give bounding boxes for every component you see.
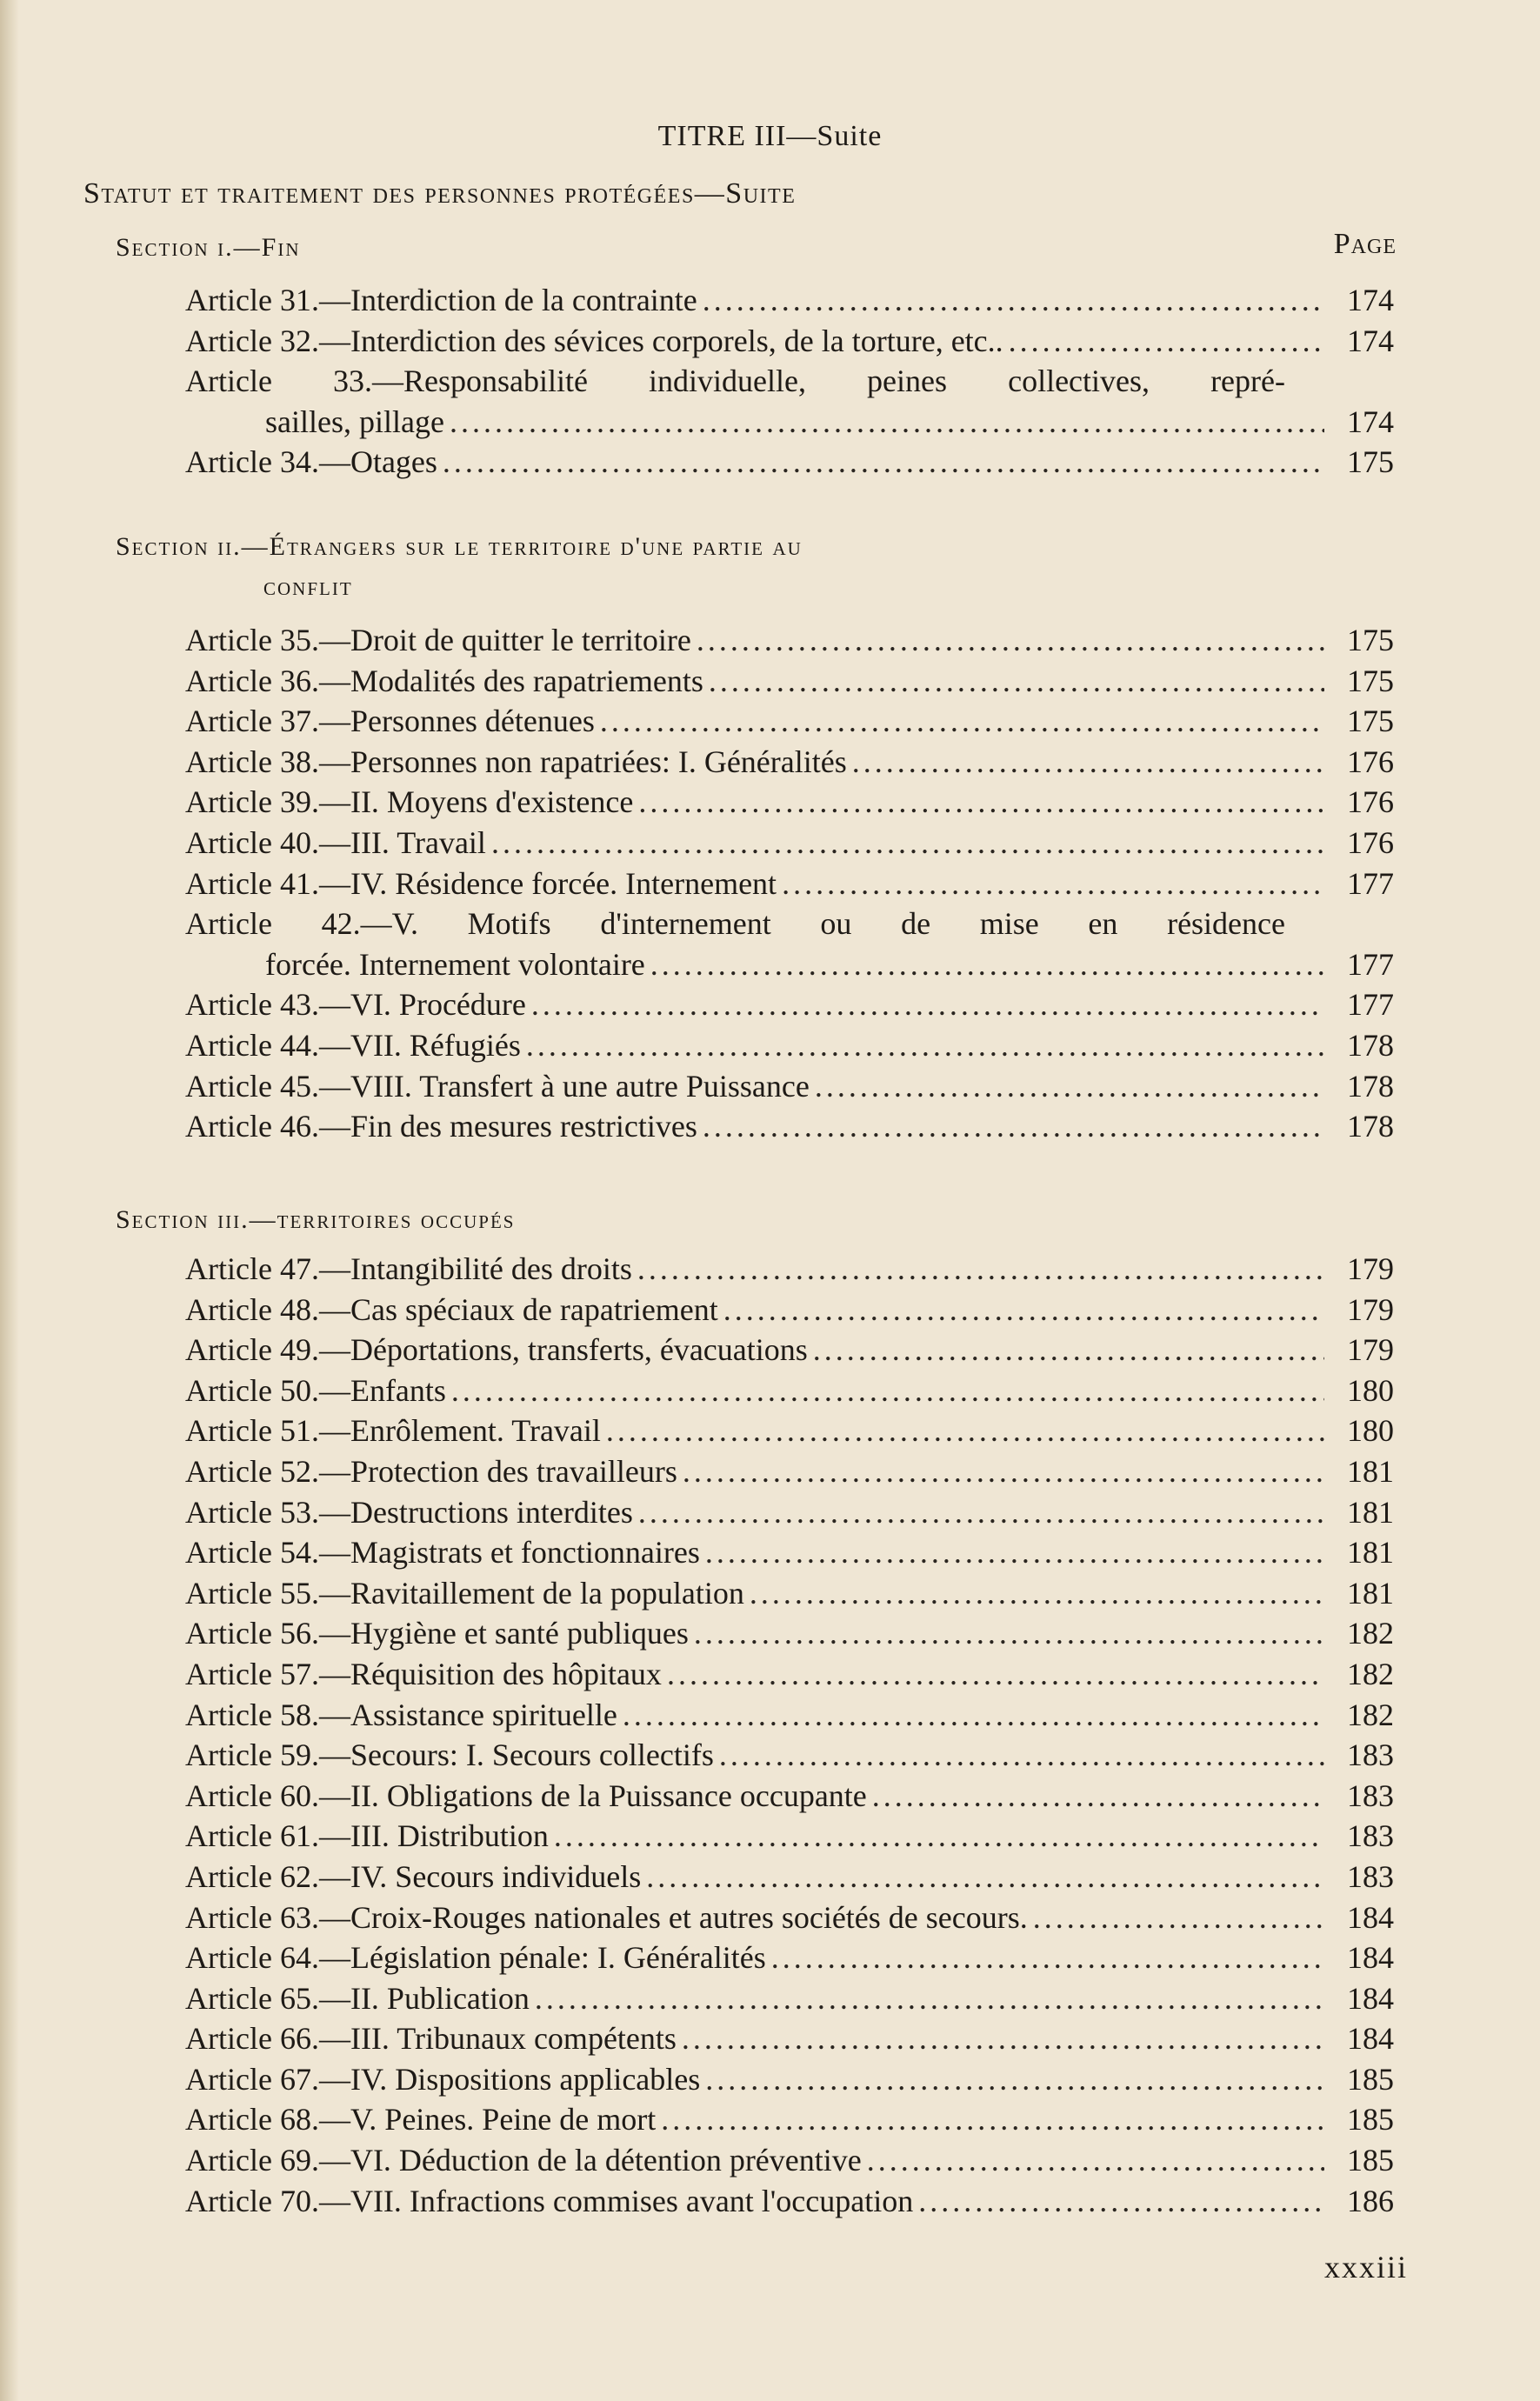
toc-entry	[185, 1735, 1394, 1776]
page-column-label: Page	[1333, 228, 1397, 260]
toc-entry	[185, 1695, 1394, 1736]
dot-leader	[549, 1816, 1324, 1857]
dot-leader	[913, 2181, 1324, 2222]
toc-entry	[185, 1066, 1394, 1107]
titre-heading: TITRE III—Suite	[657, 120, 883, 152]
toc-entry-page: 180	[1347, 1372, 1394, 1408]
dot-leader	[718, 1290, 1324, 1331]
toc-entry-label-continuation: sailles, pillage	[265, 404, 444, 439]
dot-leader	[677, 2018, 1324, 2059]
toc-entry	[185, 442, 1394, 483]
toc-entry-page: 175	[1347, 704, 1394, 739]
toc-entry	[185, 1937, 1394, 1978]
dot-leader	[444, 402, 1324, 443]
toc-entry-page: 182	[1347, 1616, 1394, 1651]
toc-entry	[185, 620, 1394, 661]
toc-entry	[185, 782, 1394, 823]
toc-entry	[185, 1106, 1394, 1147]
section-3-heading: Section iii.—territoires occupés	[116, 1205, 516, 1234]
toc-entry-page: 175	[1347, 444, 1394, 480]
toc-entry-label: Article 31.—Interdiction de la contrainte	[185, 283, 697, 317]
toc-entry-page: 184	[1347, 2021, 1394, 2057]
section-1-heading: Section i.—Fin	[116, 233, 301, 262]
dot-leader	[633, 1492, 1324, 1533]
toc-entry-page: 180	[1347, 1413, 1394, 1449]
dot-leader	[595, 701, 1324, 742]
toc-entry-label: Article 44.—VII. Réfugiés	[185, 1027, 521, 1063]
toc-entry-label: Article 34.—Otages	[185, 444, 437, 480]
toc-entry-label: Article 42.—V. Motifs d'internement ou de mise en résidence	[185, 906, 1285, 942]
toc-entry	[185, 2059, 1394, 2100]
toc-entry	[185, 2099, 1394, 2140]
toc-entry-label: Article 37.—Personnes détenues	[185, 704, 595, 739]
statut-heading: Statut et traitement des personnes protégées—Suite	[83, 177, 797, 210]
toc-entry-label: Article 32.—Interdiction des sévices corporels, de la torture, etc..	[185, 323, 1003, 358]
toc-entry	[185, 1451, 1394, 1492]
toc-entry-page: 185	[1347, 2061, 1394, 2097]
toc-entry	[185, 1978, 1394, 2019]
toc-entry-label: Article 47.—Intangibilité des droits	[185, 1251, 632, 1286]
toc-entry	[185, 984, 1394, 1025]
toc-entry-page: 177	[1347, 946, 1394, 982]
toc-entry-label: Article 68.—V. Peines. Peine de mort	[185, 2102, 657, 2138]
section-3-entries	[185, 1249, 1394, 2221]
toc-entry-label: Article 67.—IV. Dispositions applicables	[185, 2061, 701, 2097]
toc-entry-label: Article 59.—Secours: I. Secours collectifs	[185, 1737, 714, 1773]
dot-leader	[617, 1695, 1324, 1736]
toc-entry-page: 178	[1347, 1109, 1394, 1144]
toc-entry	[185, 1025, 1394, 1066]
toc-entry	[185, 1290, 1394, 1331]
toc-entry-page: 184	[1347, 1899, 1394, 1935]
toc-entry-page: 176	[1347, 744, 1394, 779]
dot-leader	[601, 1411, 1324, 1451]
dot-leader	[714, 1735, 1324, 1776]
toc-entry-page: 185	[1347, 2143, 1394, 2178]
dot-leader	[633, 782, 1324, 823]
dot-leader	[446, 1371, 1324, 1411]
dot-leader	[691, 620, 1324, 661]
dot-leader	[808, 1330, 1324, 1371]
toc-entry-page: 181	[1347, 1494, 1394, 1530]
toc-entry-page: 183	[1347, 1737, 1394, 1773]
dot-leader	[645, 944, 1324, 985]
toc-entry	[185, 321, 1394, 362]
dot-leader	[744, 1573, 1324, 1614]
toc-entry-page: 175	[1347, 623, 1394, 657]
toc-entry-label: Article 60.—II. Obligations de la Puissance occupante	[185, 1777, 867, 1813]
dot-leader	[847, 742, 1324, 783]
toc-entry-label: Article 43.—VI. Procédure	[185, 987, 526, 1023]
toc-entry	[185, 2018, 1394, 2059]
dot-leader	[437, 442, 1324, 483]
toc-entry	[185, 1897, 1394, 1938]
toc-entry-label: Article 70.—VII. Infractions commises avant l'occupation	[185, 2183, 914, 2218]
toc-entry	[185, 1776, 1394, 1817]
toc-entry	[185, 701, 1394, 742]
toc-entry-label: Article 48.—Cas spéciaux de rapatriement	[185, 1291, 718, 1327]
toc-entry-label: Article 40.—III. Travail	[185, 824, 486, 860]
toc-entry-page: 179	[1347, 1291, 1394, 1327]
toc-entry-label: Article 49.—Déportations, transferts, évacuations	[185, 1332, 808, 1368]
toc-entry	[185, 1532, 1394, 1573]
toc-entry	[185, 1573, 1394, 1614]
toc-entry-page: 176	[1347, 784, 1394, 820]
dot-leader	[700, 2059, 1324, 2100]
toc-entry-label: Article 33.—Responsabilité individuelle, peines collectives, repré-	[185, 363, 1285, 399]
toc-entry-label: Article 56.—Hygiène et santé publiques	[185, 1616, 689, 1651]
toc-entry	[185, 1654, 1394, 1695]
section-2-entries	[185, 620, 1394, 1147]
toc-entry-page: 179	[1347, 1332, 1394, 1368]
toc-entry	[185, 1613, 1394, 1654]
page-folio: xxxiii	[1323, 2250, 1408, 2284]
toc-entry-label: Article 45.—VIII. Transfert à une autre Puissance	[185, 1068, 810, 1104]
dot-leader	[530, 1978, 1324, 2019]
toc-entry	[185, 742, 1394, 783]
toc-entry-page: 176	[1347, 824, 1394, 860]
toc-entry	[185, 1492, 1394, 1533]
toc-entry-page: 174	[1347, 404, 1394, 439]
toc-entry-label: Article 36.—Modalités des rapatriements	[185, 663, 703, 698]
toc-entry	[185, 904, 1394, 984]
toc-entry	[185, 1371, 1394, 1411]
toc-entry-label: Article 61.—III. Distribution	[185, 1818, 549, 1854]
toc-entry-page: 177	[1347, 865, 1394, 901]
toc-entry-label: Article 63.—Croix-Rouges nationales et autres sociétés de secours.	[185, 1899, 1028, 1935]
toc-entry-page: 186	[1347, 2183, 1394, 2218]
toc-entry-label: Article 50.—Enfants	[185, 1372, 446, 1408]
toc-entry-page: 174	[1347, 283, 1394, 317]
toc-entry-page: 174	[1347, 323, 1394, 358]
toc-entry	[185, 661, 1394, 702]
toc-entry-page: 184	[1347, 1940, 1394, 1976]
toc-entry	[185, 1330, 1394, 1371]
toc-entry-label: Article 38.—Personnes non rapatriées: I. Généralités	[185, 744, 847, 779]
toc-entry-page: 178	[1347, 1068, 1394, 1104]
toc-entry-label: Article 53.—Destructions interdites	[185, 1494, 633, 1530]
dot-leader	[1003, 321, 1324, 362]
toc-entry-label: Article 35.—Droit de quitter le territoire	[185, 623, 691, 657]
toc-entry	[185, 823, 1394, 864]
toc-entry	[185, 2181, 1394, 2222]
toc-entry-label: Article 39.—II. Moyens d'existence	[185, 784, 634, 820]
dot-leader	[862, 2140, 1324, 2181]
toc-entry-label: Article 51.—Enrôlement. Travail	[185, 1413, 601, 1449]
toc-entry-label: Article 54.—Magistrats et fonctionnaires	[185, 1535, 700, 1571]
toc-entry-page: 183	[1347, 1818, 1394, 1854]
section-1-entries	[185, 280, 1394, 483]
toc-entry-page: 175	[1347, 663, 1394, 698]
dot-leader	[689, 1613, 1324, 1654]
dot-leader	[777, 864, 1324, 904]
toc-entry-label: Article 64.—Législation pénale: I. Généralités	[185, 1940, 766, 1976]
dot-leader	[521, 1025, 1324, 1066]
dot-leader	[697, 280, 1324, 321]
dot-leader	[1028, 1897, 1324, 1938]
toc-entry-label: Article 41.—IV. Résidence forcée. Internement	[185, 865, 777, 901]
toc-entry-label: Article 65.—II. Publication	[185, 1980, 530, 2016]
dot-leader	[810, 1066, 1324, 1107]
toc-entry-page: 181	[1347, 1453, 1394, 1489]
toc-entry-page: 178	[1347, 1027, 1394, 1063]
toc-entry	[185, 1411, 1394, 1451]
dot-leader	[632, 1249, 1324, 1290]
dot-leader	[703, 661, 1324, 702]
toc-entry	[185, 361, 1394, 442]
toc-entry-page: 181	[1347, 1535, 1394, 1571]
dot-leader	[697, 1106, 1324, 1147]
toc-entry-page: 182	[1347, 1656, 1394, 1691]
toc-entry-page: 181	[1347, 1575, 1394, 1611]
toc-entry-page: 183	[1347, 1858, 1394, 1894]
toc-entry-label: Article 62.—IV. Secours individuels	[185, 1858, 642, 1894]
dot-leader	[867, 1776, 1324, 1817]
toc-entry-page: 177	[1347, 987, 1394, 1023]
toc-entry-label: Article 55.—Ravitaillement de la population	[185, 1575, 744, 1611]
toc-entry	[185, 280, 1394, 321]
section-2-heading: Section ii.—Étrangers sur le territoire d'une partie au conflit	[116, 532, 803, 601]
dot-leader	[656, 2099, 1324, 2140]
toc-entry	[185, 864, 1394, 904]
toc-entry	[185, 1857, 1394, 1897]
dot-leader	[526, 984, 1324, 1025]
toc-entry-page: 185	[1347, 2102, 1394, 2138]
dot-leader	[486, 823, 1324, 864]
toc-entry-label: Article 46.—Fin des mesures restrictives	[185, 1109, 697, 1144]
toc-entry-page: 184	[1347, 1980, 1394, 2016]
dot-leader	[662, 1654, 1324, 1695]
toc-entry	[185, 1249, 1394, 1290]
dot-leader	[641, 1857, 1324, 1897]
dot-leader	[677, 1451, 1324, 1492]
toc-entry-label: Article 57.—Réquisition des hôpitaux	[185, 1656, 662, 1691]
toc-entry	[185, 2140, 1394, 2181]
toc-entry-label-continuation: forcée. Internement volontaire	[265, 946, 645, 982]
toc-entry-page: 182	[1347, 1697, 1394, 1732]
dot-leader	[700, 1532, 1324, 1573]
toc-entry-label: Article 52.—Protection des travailleurs	[185, 1453, 677, 1489]
toc-entry-page: 179	[1347, 1251, 1394, 1286]
toc-entry	[185, 1816, 1394, 1857]
toc-entry-label: Article 66.—III. Tribunaux compétents	[185, 2021, 677, 2057]
toc-entry-label: Article 69.—VI. Déduction de la détention préventive	[185, 2143, 862, 2178]
dot-leader	[766, 1937, 1324, 1978]
toc-entry-label: Article 58.—Assistance spirituelle	[185, 1697, 617, 1732]
toc-entry-page: 183	[1347, 1777, 1394, 1813]
